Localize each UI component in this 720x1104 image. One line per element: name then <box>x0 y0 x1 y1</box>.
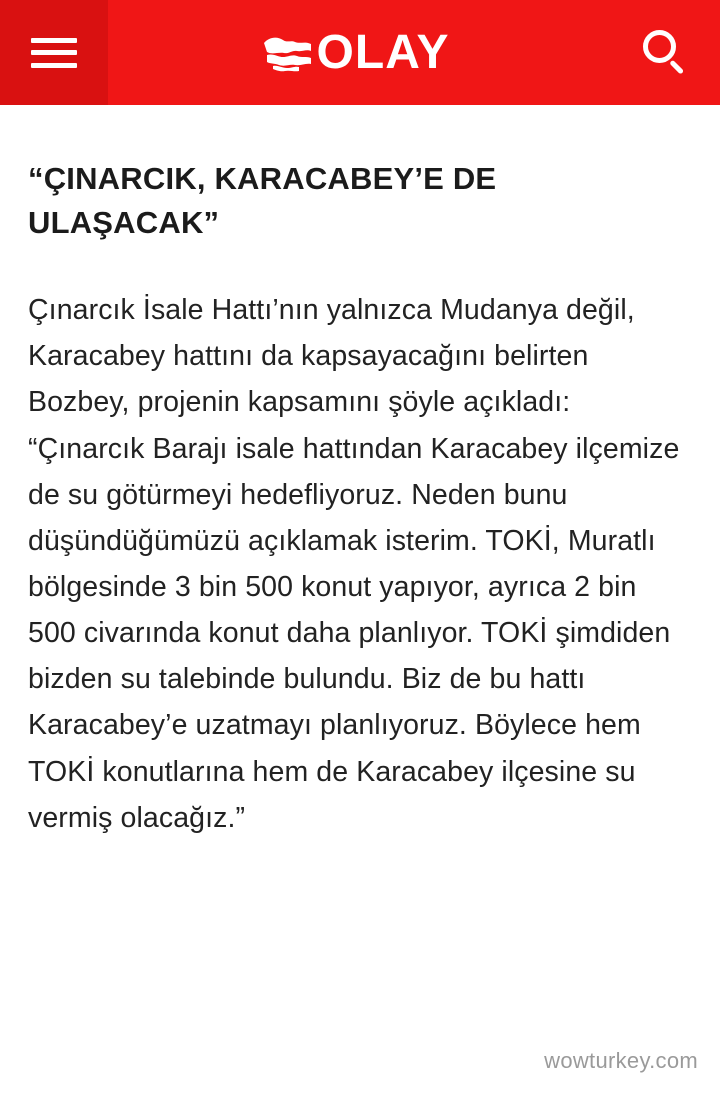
hamburger-bar <box>31 63 77 68</box>
search-icon-handle <box>669 59 684 74</box>
menu-button[interactable] <box>0 0 108 105</box>
search-icon[interactable] <box>643 30 689 76</box>
article-body: Çınarcık İsale Hattı’nın yalnızca Mudanya değil, Karacabey hattını da kapsayacağını belirten Bozbey, projenin kapsamını şöyle açıkladı: “Çınarcık Barajı isale hattından Karacabey ilçemize de su götürmeyi hedefliyoruz. Neden bunu düşündüğümüzü açıklamak isterim. TOKİ, Muratlı bölgesinde 3 bin 500 konut yapıyor, ayrıca 2 bin 500 civarında konut daha planlıyor. TOKİ şimdiden bizden su talebinde bulundu. Biz de bu hattı Karacabey’e uzatmayı planlıyoruz. Böylece hem TOKİ konutlarına hem de Karacabey ilçesine su vermiş olacağız.” <box>28 294 680 834</box>
hamburger-menu-icon[interactable] <box>31 38 77 68</box>
search-icon-circle <box>643 30 676 63</box>
search-button[interactable] <box>612 0 720 105</box>
article-title: “ÇINARCIK, KARACABEY’E DE ULAŞACAK” <box>28 161 497 241</box>
watermark: wowturkey.com <box>544 1048 698 1073</box>
hamburger-bar <box>31 50 77 55</box>
site-header <box>0 0 720 105</box>
hamburger-bar <box>31 38 77 43</box>
site-logo[interactable] <box>98 25 612 79</box>
globe-icon <box>261 31 315 75</box>
article-container <box>0 105 720 841</box>
brand-name: OLAY <box>316 25 450 79</box>
